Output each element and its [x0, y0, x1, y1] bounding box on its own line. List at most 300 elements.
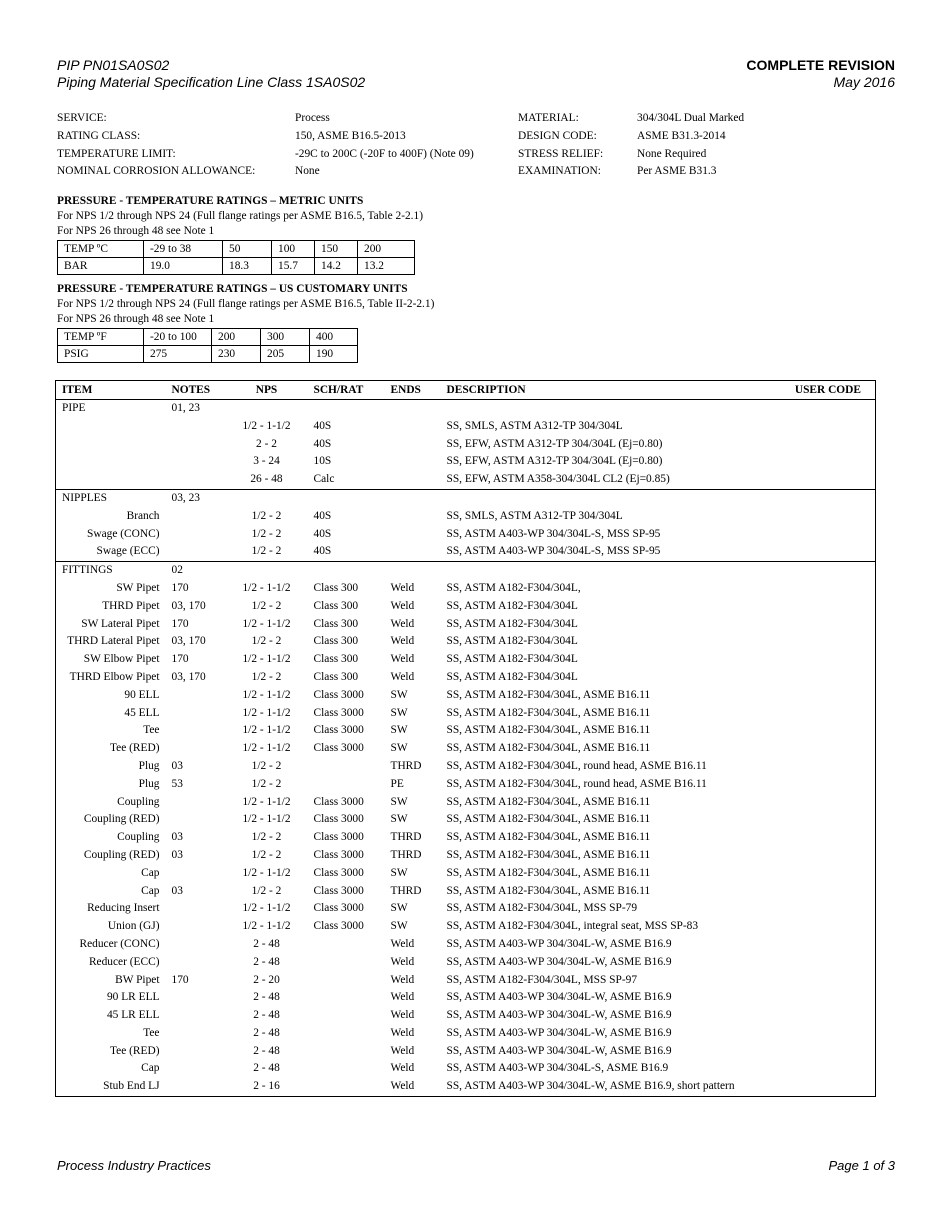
user-code-cell: [786, 418, 876, 436]
service-values-right: [637, 110, 744, 181]
user-code-cell: [786, 811, 876, 829]
ends-cell: THRD: [390, 884, 422, 897]
description-cell: SS, ASTM A403-WP 304/304L-W, ASME B16.9: [446, 937, 672, 950]
sch-rat-cell: 40S: [313, 419, 332, 432]
item-cell: THRD Pipet: [102, 599, 160, 612]
user-code-cell: [786, 508, 876, 526]
item-cell: PIPE: [62, 402, 86, 414]
table-row: [56, 705, 876, 723]
item-cell: FITTINGS: [56, 562, 166, 580]
us-ratings-title: PRESSURE - TEMPERATURE RATINGS – US CUSTOMARY UNITS: [57, 283, 408, 295]
nps-cell: 1/2 - 1-1/2: [242, 724, 291, 737]
item-cell: Cap: [141, 866, 160, 879]
notes-cell: [166, 722, 226, 740]
ends-cell: [385, 543, 441, 561]
description-cell: SS, ASTM A182-F304/304L: [446, 635, 578, 648]
us-temp-row: [58, 329, 358, 346]
user-code-cell: [786, 1043, 876, 1061]
item-cell: NIPPLES: [56, 489, 166, 507]
table-row: [56, 900, 876, 918]
table-header-row: [56, 381, 876, 400]
table-row: [56, 972, 876, 990]
description-cell: SS, ASTM A182-F304/304L, ASME B16.11: [446, 848, 651, 861]
notes-cell: 03, 170: [171, 670, 206, 683]
sch-rat-cell: [308, 1025, 385, 1043]
user-code-cell: [786, 687, 876, 705]
sch-rat-cell: [308, 936, 385, 954]
sch-rat-cell: Class 3000: [313, 902, 364, 915]
description-cell: SS, ASTM A182-F304/304L, MSS SP-79: [446, 902, 638, 915]
service-labels-left: [57, 110, 255, 181]
ends-cell: Weld: [390, 1026, 415, 1039]
metric-note-line-1: For NPS 1/2 through NPS 24 (Full flange ratings per ASME B16.5, Table 2-2.1): [57, 210, 424, 222]
user-code-cell: [786, 918, 876, 936]
table-row: [56, 651, 876, 669]
table-group-row: [56, 562, 876, 580]
table-cell: 300: [261, 329, 310, 346]
user-code-cell: [786, 489, 876, 507]
sch-rat-cell: Class 3000: [313, 884, 364, 897]
sch-rat-cell: Class 3000: [313, 742, 364, 755]
nps-cell: 1/2 - 2: [251, 759, 282, 772]
ends-cell: Weld: [390, 599, 415, 612]
description-cell: SS, ASTM A182-F304/304L, ASME B16.11: [446, 795, 651, 808]
item-cell: Reducer (ECC): [88, 955, 160, 968]
ends-cell: SW: [390, 724, 408, 737]
notes-cell: 03: [171, 831, 183, 844]
notes-cell: 170: [171, 973, 189, 986]
description-cell: [441, 562, 786, 580]
notes-cell: [166, 918, 226, 936]
nps-cell: 1/2 - 1-1/2: [242, 617, 291, 630]
table-cell: 200: [358, 241, 415, 258]
ends-cell: Weld: [390, 635, 415, 648]
description-cell: SS, ASTM A182-F304/304L, MSS SP-97: [446, 973, 638, 986]
table-group-row: [56, 489, 876, 507]
table-row: [56, 1078, 876, 1096]
sch-rat-cell: Class 3000: [313, 866, 364, 879]
description-cell: SS, ASTM A403-WP 304/304L-W, ASME B16.9: [446, 1009, 672, 1022]
ends-cell: Weld: [390, 617, 415, 630]
ends-cell: Weld: [390, 991, 415, 1004]
nps-cell: 1/2 - 1-1/2: [242, 902, 291, 915]
description-cell: SS, ASTM A403-WP 304/304L-W, ASME B16.9: [446, 955, 672, 968]
description-cell: SS, ASTM A182-F304/304L, ASME B16.11: [446, 706, 651, 719]
sch-rat-cell: [308, 989, 385, 1007]
item-cell: Stub End LJ: [103, 1080, 160, 1093]
ends-cell: Weld: [390, 1009, 415, 1022]
sch-rat-cell: Class 3000: [313, 688, 364, 701]
doc-title: Piping Material Specification Line Class 1SA0S02: [57, 74, 366, 90]
description-cell: SS, ASTM A182-F304/304L: [446, 653, 578, 666]
rating-class-value: 150, ASME B16.5-2013: [295, 129, 406, 142]
revision-date: May 2016: [833, 74, 895, 90]
ends-cell: [385, 400, 441, 418]
ends-cell: Weld: [390, 653, 415, 666]
table-cell: -20 to 100: [144, 329, 212, 346]
sch-rat-cell: [308, 776, 385, 794]
notes-cell: 170: [171, 581, 189, 594]
nps-cell: [226, 562, 308, 580]
ends-cell: [385, 418, 441, 436]
notes-cell: 03: [171, 848, 183, 861]
description-cell: [441, 489, 786, 507]
table-row: [56, 508, 876, 526]
nps-cell: 1/2 - 1-1/2: [242, 866, 291, 879]
notes-cell: 01, 23: [171, 402, 200, 414]
table-row: [56, 722, 876, 740]
notes-cell: [166, 543, 226, 561]
ends-cell: SW: [390, 813, 408, 826]
notes-cell: [166, 705, 226, 723]
service-value: Process: [295, 112, 330, 124]
service-values-left: [295, 110, 474, 181]
table-group-row: [56, 400, 876, 418]
user-code-cell: [786, 865, 876, 883]
nps-cell: 1/2 - 2: [251, 670, 282, 683]
item-cell: Swage (CONC): [87, 527, 160, 540]
metric-temp-header: TEMP ºC: [58, 241, 144, 258]
notes-cell: [166, 436, 226, 454]
design-code-value: ASME B31.3-2014: [637, 129, 726, 142]
table-cell: 205: [261, 346, 310, 363]
notes-cell: [166, 453, 226, 471]
us-ratings-section: [57, 282, 434, 363]
user-code-cell: [786, 972, 876, 990]
notes-cell: [166, 900, 226, 918]
sch-rat-cell: 40S: [313, 545, 332, 558]
item-cell: Tee (RED): [110, 1044, 160, 1057]
description-cell: SS, ASTM A182-F304/304L, ASME B16.11: [446, 831, 651, 844]
description-cell: SS, ASTM A403-WP 304/304L-W, ASME B16.9: [446, 991, 672, 1004]
ends-cell: PE: [390, 777, 404, 790]
table-row: [56, 794, 876, 812]
sch-rat-cell: [308, 1007, 385, 1025]
ends-cell: Weld: [390, 937, 415, 950]
item-cell: [56, 453, 166, 471]
table-row: [56, 616, 876, 634]
notes-cell: [166, 1078, 226, 1096]
description-cell: SS, EFW, ASTM A312-TP 304/304L (Ej=0.80): [446, 437, 663, 450]
user-code-cell: [786, 616, 876, 634]
user-code-cell: [786, 794, 876, 812]
table-row: [56, 847, 876, 865]
item-cell: 45 ELL: [124, 706, 160, 719]
ends-cell: Weld: [390, 1062, 415, 1075]
user-code-cell: [786, 883, 876, 901]
examination-value: Per ASME B31.3: [637, 165, 717, 178]
notes-cell: 03: [171, 759, 183, 772]
sch-rat-cell: [308, 972, 385, 990]
nps-cell: 2 - 48: [253, 1026, 280, 1039]
nps-cell: [226, 400, 308, 418]
sch-rat-cell: [308, 400, 385, 418]
notes-cell: [166, 1007, 226, 1025]
metric-bar-row: [58, 258, 415, 275]
ends-cell: SW: [390, 706, 408, 719]
user-code-cell: [786, 936, 876, 954]
table-row: [56, 1025, 876, 1043]
table-row: [56, 776, 876, 794]
user-code-cell: [786, 722, 876, 740]
notes-cell: 03, 23: [166, 489, 226, 507]
ends-cell: Weld: [390, 1080, 415, 1093]
sch-rat-cell: Class 3000: [313, 813, 364, 826]
notes-column-header: NOTES: [166, 381, 226, 400]
sch-rat-cell: [308, 1060, 385, 1078]
item-cell: 90 LR ELL: [106, 991, 160, 1004]
table-row: [56, 543, 876, 561]
temperature-limit-value: -29C to 200C (-20F to 400F) (Note 09): [295, 147, 474, 160]
nps-cell: 1/2 - 2: [251, 884, 282, 897]
sch-rat-cell: [308, 954, 385, 972]
sch-rat-cell: Class 300: [313, 581, 359, 594]
notes-cell: [166, 936, 226, 954]
nps-cell: 2 - 48: [253, 1009, 280, 1022]
notes-cell: [166, 471, 226, 489]
ends-cell: [385, 508, 441, 526]
description-cell: SS, ASTM A182-F304/304L, ASME B16.11: [446, 724, 651, 737]
user-code-cell: [786, 526, 876, 544]
item-cell: Tee: [143, 1026, 160, 1039]
notes-cell: [166, 687, 226, 705]
nps-cell: 2 - 48: [253, 991, 280, 1004]
nps-cell: 2 - 48: [253, 937, 280, 950]
ends-cell: [385, 489, 441, 507]
item-cell: SW Lateral Pipet: [81, 617, 160, 630]
table-row: [56, 740, 876, 758]
user-code-cell: [786, 580, 876, 598]
metric-ratings-table: [57, 240, 415, 275]
ends-cell: [385, 436, 441, 454]
sch-rat-cell: 40S: [313, 437, 332, 450]
description-cell: SS, ASTM A403-WP 304/304L-S, MSS SP-95: [446, 527, 661, 540]
item-cell: THRD Lateral Pipet: [67, 635, 160, 648]
item-cell: Coupling (RED): [83, 848, 160, 861]
service-label: SERVICE:: [57, 112, 107, 124]
item-cell: Cap: [141, 884, 160, 897]
item-cell: THRD Elbow Pipet: [69, 670, 160, 683]
description-cell: SS, ASTM A403-WP 304/304L-W, ASME B16.9, short pattern: [446, 1080, 735, 1093]
user-code-cell: [786, 400, 876, 418]
item-cell: [56, 418, 166, 436]
user-code-column-header: USER CODE: [786, 381, 876, 400]
ends-cell: Weld: [390, 581, 415, 594]
item-cell: 45 LR ELL: [106, 1009, 160, 1022]
item-cell: Cap: [141, 1062, 160, 1075]
user-code-cell: [786, 598, 876, 616]
ends-column-header: ENDS: [385, 381, 441, 400]
table-cell: 14.2: [315, 258, 358, 275]
table-cell: 18.3: [223, 258, 272, 275]
user-code-cell: [786, 900, 876, 918]
nps-cell: 1/2 - 2: [251, 635, 282, 648]
notes-cell: [166, 1043, 226, 1061]
ends-cell: Weld: [390, 973, 415, 986]
notes-cell: 03: [171, 884, 183, 897]
user-code-cell: [786, 758, 876, 776]
table-cell: -29 to 38: [144, 241, 223, 258]
user-code-cell: [786, 1060, 876, 1078]
table-row: [56, 1043, 876, 1061]
table-cell: 15.7: [272, 258, 315, 275]
description-cell: SS, SMLS, ASTM A312-TP 304/304L: [446, 509, 623, 522]
description-cell: SS, ASTM A182-F304/304L, ASME B16.11: [446, 742, 651, 755]
table-row: [56, 471, 876, 489]
user-code-cell: [786, 453, 876, 471]
table-row: [56, 758, 876, 776]
nps-cell: 1/2 - 1-1/2: [242, 920, 291, 933]
table-cell: 275: [144, 346, 212, 363]
description-cell: SS, SMLS, ASTM A312-TP 304/304L: [446, 419, 623, 432]
user-code-cell: [786, 651, 876, 669]
nps-column-header: NPS: [226, 381, 308, 400]
nps-cell: 2 - 2: [256, 437, 277, 450]
sch-rat-cell: Class 3000: [313, 831, 364, 844]
sch-rat-cell: 10S: [313, 455, 332, 468]
user-code-cell: [786, 633, 876, 651]
sch-rat-cell: Class 3000: [313, 724, 364, 737]
description-cell: SS, EFW, ASTM A312-TP 304/304L (Ej=0.80): [446, 455, 663, 468]
item-cell: Union (GJ): [107, 920, 160, 933]
sch-rat-column-header: SCH/RAT: [308, 381, 385, 400]
description-cell: SS, ASTM A182-F304/304L, round head, ASME B16.11: [446, 777, 707, 790]
description-cell: [441, 400, 786, 418]
item-cell: Tee: [143, 724, 160, 737]
table-cell: 50: [223, 241, 272, 258]
table-row: [56, 687, 876, 705]
sch-rat-cell: Class 300: [313, 635, 359, 648]
notes-cell: 02: [166, 562, 226, 580]
item-cell: Reducing Insert: [87, 902, 160, 915]
table-cell: 100: [272, 241, 315, 258]
nps-cell: [226, 489, 308, 507]
nps-cell: 1/2 - 1-1/2: [242, 419, 291, 432]
us-ratings-table: [57, 328, 358, 363]
description-cell: SS, ASTM A403-WP 304/304L-S, MSS SP-95: [446, 545, 661, 558]
user-code-cell: [786, 776, 876, 794]
doc-id: PIP PN01SA0S02: [57, 57, 170, 73]
us-note-line-2: For NPS 26 through 48 see Note 1: [57, 313, 215, 325]
metric-bar-header: BAR: [58, 258, 144, 275]
rating-class-label: RATING CLASS:: [57, 129, 141, 142]
notes-cell: [166, 526, 226, 544]
description-cell: SS, ASTM A182-F304/304L, round head, ASME B16.11: [446, 759, 707, 772]
nps-cell: 26 - 48: [250, 473, 283, 486]
item-cell: [56, 436, 166, 454]
service-labels-right: [518, 110, 603, 181]
notes-cell: [166, 418, 226, 436]
sch-rat-cell: 40S: [313, 509, 332, 522]
description-cell: SS, ASTM A182-F304/304L: [446, 599, 578, 612]
sch-rat-cell: [308, 489, 385, 507]
description-cell: SS, ASTM A403-WP 304/304L-W, ASME B16.9: [446, 1044, 672, 1057]
ends-cell: THRD: [390, 831, 422, 844]
user-code-cell: [786, 705, 876, 723]
nps-cell: 1/2 - 2: [251, 777, 282, 790]
description-cell: SS, ASTM A182-F304/304L, ASME B16.11: [446, 688, 651, 701]
item-cell: Swage (ECC): [96, 545, 160, 558]
notes-cell: 170: [171, 617, 189, 630]
table-row: [56, 669, 876, 687]
sch-rat-cell: Class 300: [313, 653, 359, 666]
table-row: [56, 811, 876, 829]
metric-note-line-2: For NPS 26 through 48 see Note 1: [57, 225, 215, 237]
nps-cell: 1/2 - 2: [251, 527, 282, 540]
table-row: [56, 918, 876, 936]
notes-cell: [166, 1025, 226, 1043]
user-code-cell: [786, 954, 876, 972]
notes-cell: 03, 170: [171, 635, 206, 648]
nps-cell: 1/2 - 1-1/2: [242, 581, 291, 594]
item-cell: Coupling (RED): [83, 813, 160, 826]
table-row: [56, 989, 876, 1007]
user-code-cell: [786, 740, 876, 758]
description-cell: SS, ASTM A182-F304/304L, ASME B16.11: [446, 884, 651, 897]
item-column-header: ITEM: [56, 381, 166, 400]
us-psig-header: PSIG: [58, 346, 144, 363]
notes-cell: [166, 989, 226, 1007]
nps-cell: 1/2 - 1-1/2: [242, 653, 291, 666]
description-cell: SS, ASTM A182-F304/304L: [446, 670, 578, 683]
sch-rat-cell: Class 300: [313, 617, 359, 630]
table-cell: 230: [212, 346, 261, 363]
table-row: [56, 418, 876, 436]
us-psig-row: [58, 346, 358, 363]
notes-cell: 170: [171, 653, 189, 666]
table-row: [56, 580, 876, 598]
nps-cell: 1/2 - 1-1/2: [242, 706, 291, 719]
sch-rat-cell: [308, 562, 385, 580]
ends-cell: [385, 453, 441, 471]
nps-cell: 1/2 - 2: [251, 599, 282, 612]
description-cell: SS, ASTM A182-F304/304L, ASME B16.11: [446, 866, 651, 879]
ends-cell: Weld: [390, 670, 415, 683]
sch-rat-cell: Class 300: [313, 599, 359, 612]
metric-ratings-section: [57, 194, 423, 275]
us-note-line-1: For NPS 1/2 through NPS 24 (Full flange ratings per ASME B16.5, Table II-2-2.1): [57, 298, 435, 310]
user-code-cell: [786, 1078, 876, 1096]
table-row: [56, 1007, 876, 1025]
table-cell: 19.0: [144, 258, 223, 275]
ends-cell: THRD: [390, 848, 422, 861]
nps-cell: 1/2 - 2: [251, 848, 282, 861]
nps-cell: 3 - 24: [253, 455, 280, 468]
user-code-cell: [786, 1025, 876, 1043]
table-cell: 400: [310, 329, 358, 346]
ends-cell: SW: [390, 866, 408, 879]
notes-cell: [166, 865, 226, 883]
user-code-cell: [786, 1007, 876, 1025]
nps-cell: 1/2 - 2: [251, 831, 282, 844]
item-cell: Plug: [138, 777, 160, 790]
ends-cell: SW: [390, 742, 408, 755]
table-cell: 200: [212, 329, 261, 346]
table-cell: 190: [310, 346, 358, 363]
corrosion-allowance-label: NOMINAL CORROSION ALLOWANCE:: [57, 165, 256, 178]
notes-cell: [166, 740, 226, 758]
nps-cell: 1/2 - 1-1/2: [242, 795, 291, 808]
table-row: [56, 453, 876, 471]
footer-org: Process Industry Practices: [57, 1158, 211, 1173]
user-code-cell: [786, 669, 876, 687]
item-cell: Tee (RED): [110, 742, 160, 755]
table-row: [56, 936, 876, 954]
sch-rat-cell: Class 3000: [313, 848, 364, 861]
nps-cell: 1/2 - 1-1/2: [242, 813, 291, 826]
nps-cell: 2 - 48: [253, 1062, 280, 1075]
item-cell: SW Pipet: [116, 581, 160, 594]
